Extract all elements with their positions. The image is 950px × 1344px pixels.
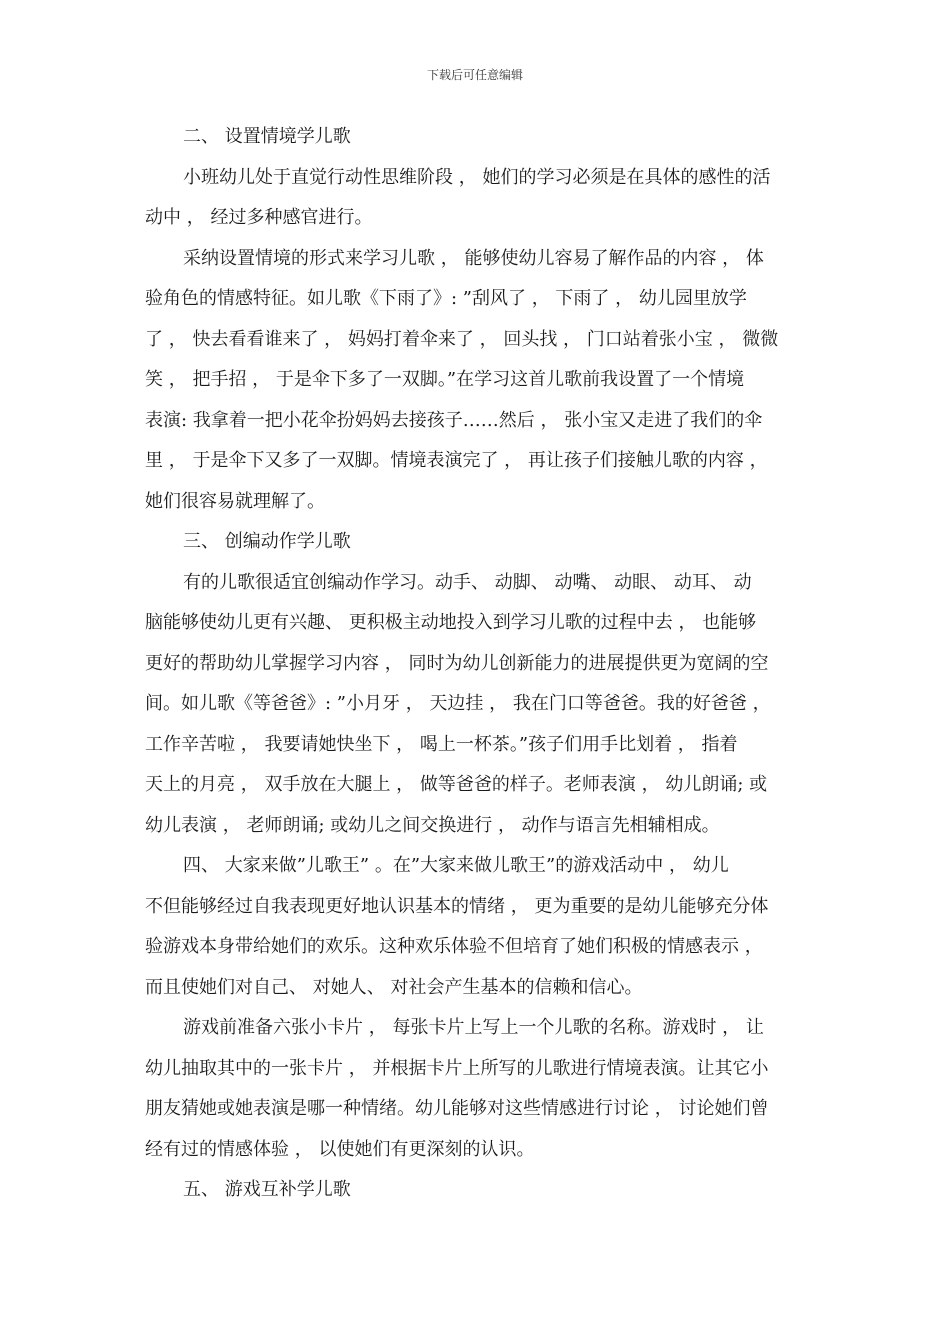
section-heading: 四、 大家来做”儿歌王” 。在”大家来做儿歌王”的游戏活动中 ， 幼儿 xyxy=(183,855,729,876)
paragraph-line: 幼儿表演 ， 老师朗诵; 或幼儿之间交换进行 ， 动作与语言先相辅相成。 xyxy=(145,814,720,836)
paragraph-line: 验角色的情感特征。如儿歌《下雨了》: ”刮风了 ， 下雨了 ， 幼儿园里放学 xyxy=(145,288,747,309)
header-note: 下载后可任意编辑 xyxy=(426,68,523,82)
paragraph-line: 表演: 我拿着一把小花伞扮妈妈去接孩子……然后 ， 张小宝又走进了我们的伞 xyxy=(145,409,763,431)
section-heading: 三、 创编动作学儿歌 xyxy=(183,531,351,552)
paragraph-line: 朋友猜她或她表演是哪一种情绪。幼儿能够对这些情感进行讨论 ， 讨论她们曾 xyxy=(145,1098,769,1119)
paragraph-line: 天上的月亮 ， 双手放在大腿上 ， 做等爸爸的样子。老师表演 ， 幼儿朗诵; 或 xyxy=(145,774,768,795)
paragraph-line: 小班幼儿处于直觉行动性思维阶段 ， 她们的学习必须是在具体的感性的活 xyxy=(183,166,771,188)
document-body xyxy=(145,117,810,1211)
paragraph-line: 里 ， 于是伞下又多了一双脚。情境表演完了 ， 再让孩子们接触儿歌的内容 ， xyxy=(145,450,768,471)
paragraph-line: 更好的帮助幼儿掌握学习内容 ， 同时为幼儿创新能力的进展提供更为宽阔的空 xyxy=(145,652,769,674)
paragraph-line: 验游戏本身带给她们的欢乐。这种欢乐体验不但培育了她们积极的情感表示 ， xyxy=(145,936,763,957)
paragraph-line: 而且使她们对自己、 对她人、 对社会产生基本的信赖和信心。 xyxy=(145,976,643,998)
paragraph-line: 有的儿歌很适宜创编动作学习。动手、 动脚、 动嘴、 动眼、 动耳、 动 xyxy=(183,571,752,593)
paragraph-line: 了 ， 快去看看谁来了 ， 妈妈打着伞来了 ， 回头找 ， 门口站着张小宝 ， 微微 xyxy=(145,328,779,350)
paragraph-line: 经有过的情感体验 ， 以使她们有更深刻的认识。 xyxy=(145,1138,535,1160)
paragraph-line: 不但能够经过自我表现更好地认识基本的情绪 ， 更为重要的是幼儿能够充分体 xyxy=(145,895,769,917)
paragraph-line: 脑能够使幼儿更有兴趣、 更积极主动地投入到学习儿歌的过程中去 ， 也能够 xyxy=(145,612,757,633)
section-heading: 二、 设置情境学儿歌 xyxy=(183,126,351,147)
paragraph-line: 采纳设置情境的形式来学习儿歌 ， 能够使幼儿容易了解作品的内容 ， 体 xyxy=(183,247,764,269)
paragraph-line: 工作辛苦啦 ， 我要请她快坐下 ， 喝上一杯茶。”孩子们用手比划着 ， 指着 xyxy=(145,733,738,755)
section-heading: 五、 游戏互补学儿歌 xyxy=(183,1179,351,1200)
paragraph-line: 动中 ， 经过多种感官进行。 xyxy=(145,207,373,228)
paragraph-line: 幼儿抽取其中的一张卡片 ， 并根据卡片上所写的儿歌进行情境表演。让其它小 xyxy=(145,1057,769,1079)
paragraph-line: 笑 ， 把手招 ， 于是伞下多了一双脚。”在学习这首儿歌前我设置了一个情境 xyxy=(145,369,745,390)
paragraph-line: 她们很容易就理解了。 xyxy=(145,490,325,512)
paragraph-line: 间。如儿歌《等爸爸》: ”小月牙 ， 天边挂 ， 我在门口等爸爸。我的好爸爸 ， xyxy=(145,693,771,714)
paragraph-line: 游戏前准备六张小卡片 ， 每张卡片上写上一个儿歌的名称。游戏时 ， 让 xyxy=(183,1017,764,1038)
